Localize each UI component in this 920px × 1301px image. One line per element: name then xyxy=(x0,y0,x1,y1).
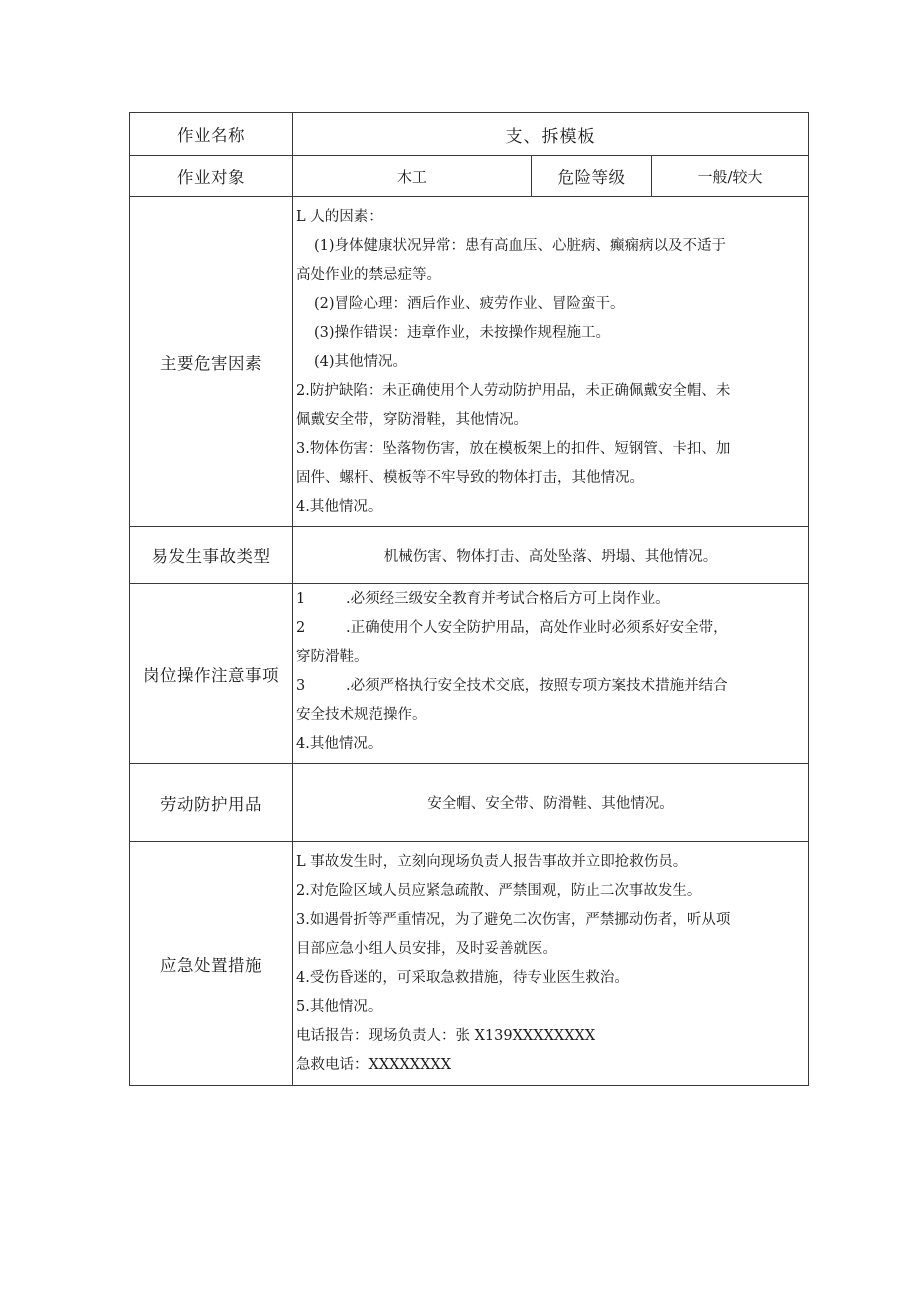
hazard-line: 2.防护缺陷：未正确使用个人劳动防护用品，未正确佩戴安全帽、未 xyxy=(296,383,731,399)
job-object-value: 木工 xyxy=(293,156,532,197)
emergency-phone-line: 急救电话：XXXXXXXX xyxy=(296,1057,452,1073)
precaution-text: .必须经三级安全教育并考试合格后方可上岗作业。 xyxy=(346,591,670,607)
hazard-line: 固件、螺杆、模板等不牢导致的物体打击，其他情况。 xyxy=(296,470,644,486)
precaution-number: 3 xyxy=(296,678,306,694)
hazards-label: 主要危害因素 xyxy=(130,197,293,527)
risk-level-label: 危险等级 xyxy=(532,156,652,197)
risk-level-value: 一般/较大 xyxy=(652,156,809,197)
precautions-row xyxy=(130,584,809,764)
hazard-line: (3)操作错误：违章作业，未按操作规程施工。 xyxy=(314,325,611,341)
emergency-content xyxy=(293,842,809,1086)
precautions-content xyxy=(293,584,809,764)
ppe-label: 劳动防护用品 xyxy=(130,764,293,842)
precaution-text: .正确使用个人安全防护用品，高处作业时必须系好安全带， xyxy=(346,620,728,636)
job-name-value: 支、拆模板 xyxy=(293,113,809,156)
job-object-row xyxy=(130,156,809,197)
precaution-item xyxy=(296,672,804,701)
ppe-row xyxy=(130,764,809,842)
emergency-line: 目部应急小组人员安排，及时妥善就医。 xyxy=(296,941,557,957)
hazard-line: (2)冒险心理：酒后作业、疲劳作业、冒险蛮干。 xyxy=(314,296,625,312)
emergency-line: L 事故发生时，立刻向现场负责人报告事故并立即抢救伤员。 xyxy=(296,854,688,870)
ppe-value: 安全帽、安全带、防滑鞋、其他情况。 xyxy=(293,764,809,842)
hazard-line: (1)身体健康状况异常：患有高血压、心脏病、癫痫病以及不适于 xyxy=(314,238,727,254)
hazard-line: 3.物体伤害：坠落物伤害，放在模板架上的扣件、短钢管、卡扣、加 xyxy=(296,441,731,457)
precaution-number: 2 xyxy=(296,620,306,636)
hazard-line: (4)其他情况。 xyxy=(314,354,408,370)
precaution-text: 4.其他情况。 xyxy=(296,736,383,752)
accident-types-label: 易发生事故类型 xyxy=(130,527,293,584)
hazards-content xyxy=(293,197,809,527)
emergency-line: 3.如遇骨折等严重情况，为了避免二次伤害，严禁挪动伤者，听从项 xyxy=(296,912,731,928)
emergency-phone-line: 电话报告：现场负责人：张 X139XXXXXXXX xyxy=(296,1028,596,1044)
precautions-label: 岗位操作注意事项 xyxy=(130,584,293,764)
accident-types-row xyxy=(130,527,809,584)
precaution-number: 1 xyxy=(296,591,306,607)
emergency-line: 2.对危险区域人员应紧急疏散、严禁围观，防止二次事故发生。 xyxy=(296,883,702,899)
hazard-line: 4.其他情况。 xyxy=(296,499,383,515)
job-name-row xyxy=(130,113,809,156)
safety-card-table xyxy=(129,112,809,1086)
emergency-row xyxy=(130,842,809,1086)
emergency-label: 应急处置措施 xyxy=(130,842,293,1086)
precaution-text: 穿防滑鞋。 xyxy=(296,649,369,665)
precaution-item xyxy=(296,585,804,614)
accident-types-value: 机械伤害、物体打击、高处坠落、坍塌、其他情况。 xyxy=(293,527,809,584)
emergency-line: 5.其他情况。 xyxy=(296,999,383,1015)
emergency-line: 4.受伤昏迷的，可采取急救措施，待专业医生救治。 xyxy=(296,970,629,986)
precaution-item xyxy=(296,614,804,643)
job-object-label: 作业对象 xyxy=(130,156,293,197)
hazard-line: 佩戴安全带，穿防滑鞋，其他情况。 xyxy=(296,412,528,428)
precaution-text: .必须严格执行安全技术交底，按照专项方案技术措施并结合 xyxy=(346,678,728,694)
hazard-line: L 人的因素： xyxy=(296,209,383,225)
precaution-text: 安全技术规范操作。 xyxy=(296,707,427,723)
hazards-row xyxy=(130,197,809,527)
job-name-label: 作业名称 xyxy=(130,113,293,156)
hazard-line: 高处作业的禁忌症等。 xyxy=(296,267,441,283)
